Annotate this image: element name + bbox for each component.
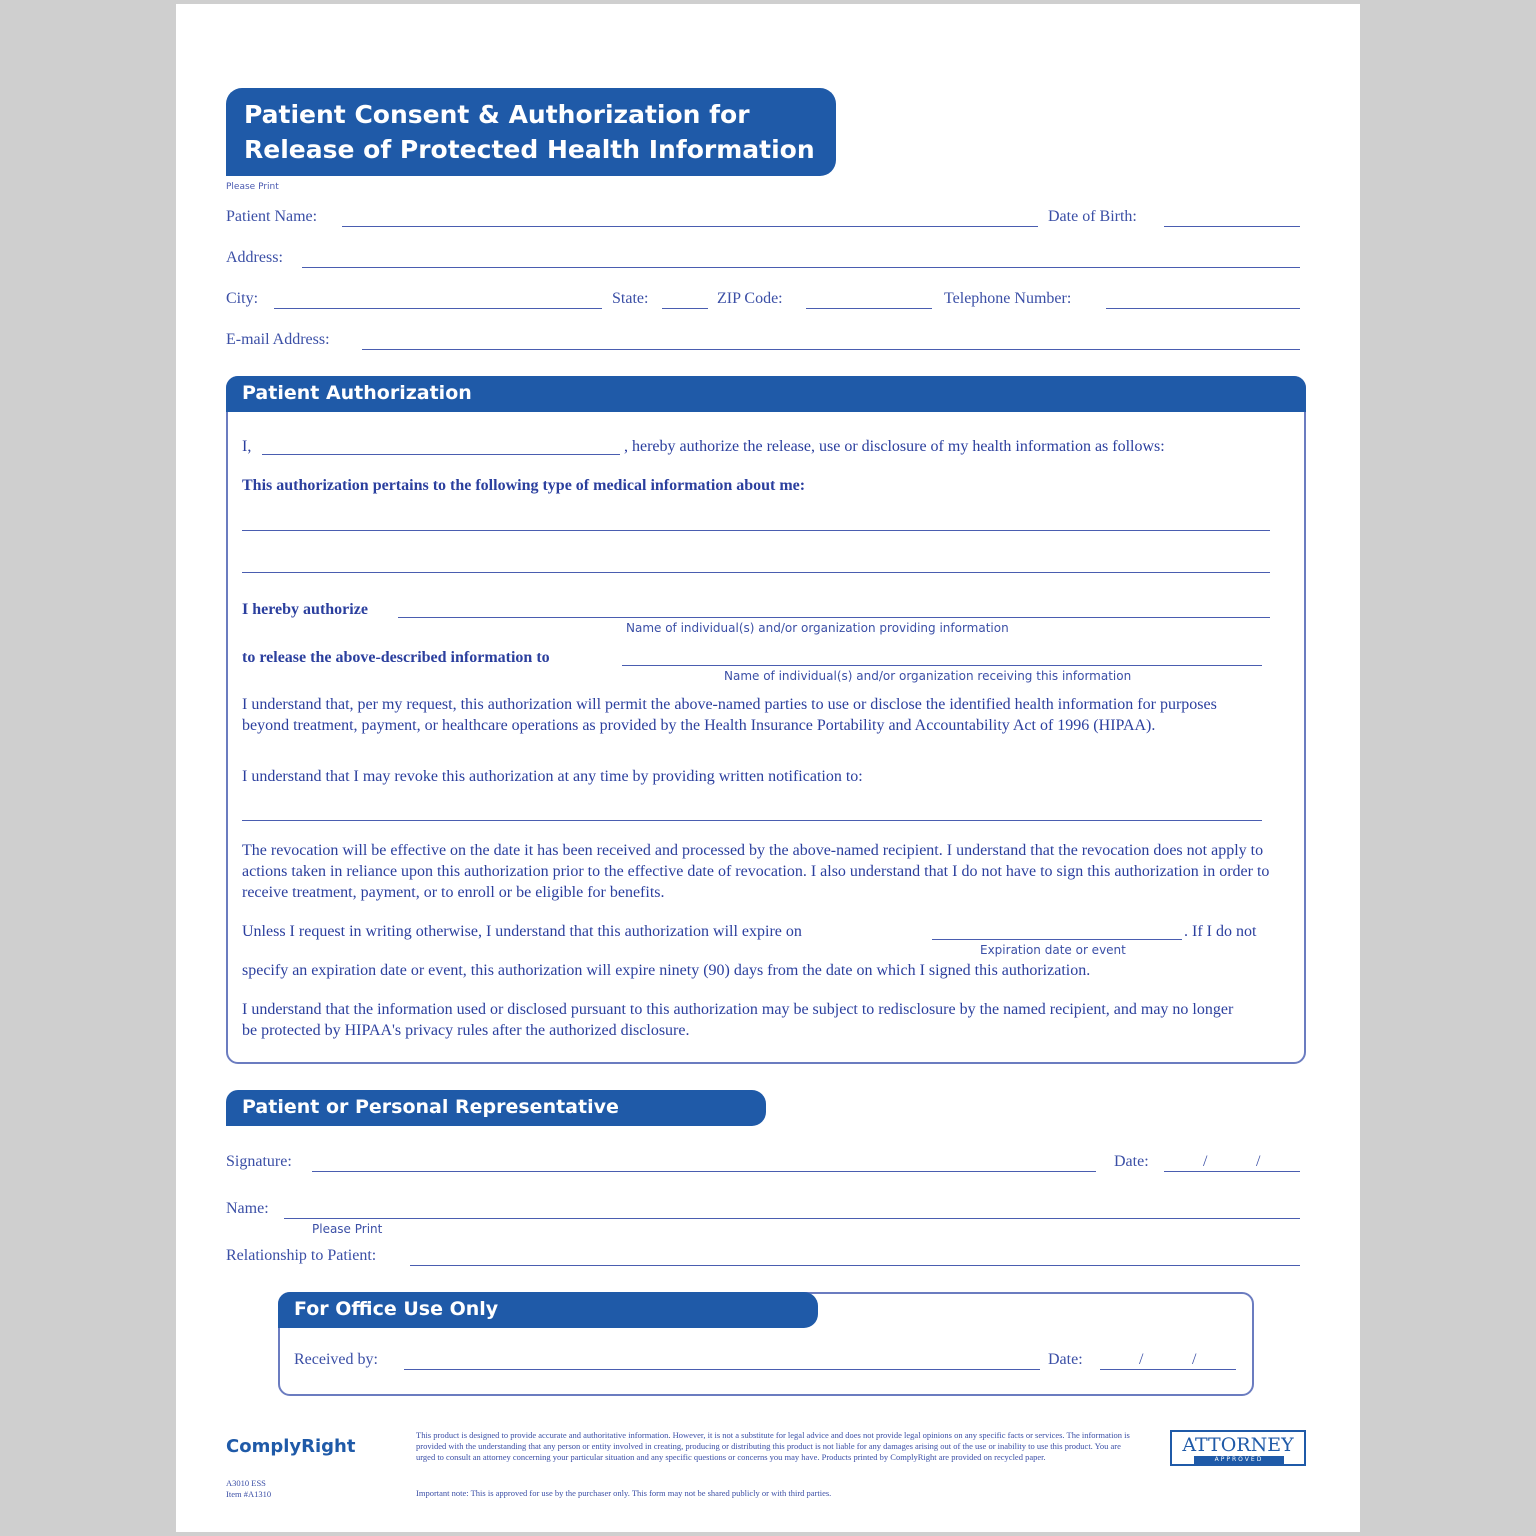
dob-label: Date of Birth: <box>1048 208 1137 225</box>
expiration-caption: Expiration date or event <box>980 943 1126 957</box>
name-field[interactable] <box>284 1218 1300 1219</box>
date-slash-2: / <box>1256 1153 1261 1170</box>
form-code-2: Item #A1310 <box>226 1489 272 1499</box>
please-print-note: Please Print <box>226 182 279 192</box>
city-label: City: <box>226 290 259 307</box>
revoke-text: I understand that I may revoke this authorization at any time by providing written notification to: <box>242 768 863 785</box>
relationship-label: Relationship to Patient: <box>226 1247 377 1264</box>
patient-name-field[interactable] <box>342 226 1038 227</box>
important-note: Important note: This is approved for use by the purchaser only. This form may not be shared publicly or with third parties. <box>416 1488 832 1498</box>
city-field[interactable] <box>274 308 602 309</box>
email-field[interactable] <box>362 349 1300 350</box>
zip-label: ZIP Code: <box>717 290 783 307</box>
hereby-authorize-label: I hereby authorize <box>242 601 368 618</box>
revocation-paragraph: The revocation will be effective on the date it has been received and processed by the above-named recipient. I understand that the revocation does not apply to actions taken in reliance upon this authorization prior to the effective date of revocation. I also understand that I do not have to sign this authorization in order to receive treatment, payment, or to enroll or be eligible for benefits. <box>242 842 1270 901</box>
authorize-release-text: , hereby authorize the release, use or disclosure of my health information as follows: <box>624 438 1165 455</box>
email-label: E-mail Address: <box>226 331 330 348</box>
pertains-text: This authorization pertains to the following type of medical information about me: <box>242 477 806 494</box>
legal-disclaimer: This product is designed to provide accurate and authoritative information. However, it is not a substitute for legal advice and does not provide legal opinions on any specific facts or services. The information is provided with the understanding that any person or entity involved in creating, producing or distributing this product is not liable for any damages arising out of the use or inability to use this product. You are urged to consult an attorney concerning your particular situation and any specific questions or concerns you may have. Products printed by ComplyRight are provided on recycled paper. <box>416 1430 1130 1462</box>
received-by-label: Received by: <box>294 1351 378 1368</box>
state-label: State: <box>612 290 649 307</box>
badge-top-text: ATTORNEY <box>1182 1434 1294 1456</box>
signature-date-label: Date: <box>1114 1153 1149 1170</box>
received-by-field[interactable] <box>404 1369 1040 1370</box>
office-date-field[interactable] <box>1100 1369 1236 1370</box>
expire-prefix-text: Unless I request in writing otherwise, I understand that this authorization will expire on <box>242 923 802 940</box>
expiration-field[interactable] <box>932 939 1182 940</box>
expire-line-2: specify an expiration date or event, this authorization will expire ninety (90) days from the date on which I signed this authorization. <box>242 962 1091 979</box>
attorney-approved-badge <box>1170 1430 1306 1466</box>
form-title-line2: Release of Protected Health Information <box>244 135 815 164</box>
medical-info-line-1[interactable] <box>242 530 1270 531</box>
address-field[interactable] <box>302 267 1300 268</box>
authorization-header: Patient Authorization <box>226 376 1306 412</box>
office-date-slash-2: / <box>1192 1351 1197 1368</box>
representative-header: Patient or Personal Representative <box>226 1090 766 1126</box>
office-date-slash-1: / <box>1139 1351 1144 1368</box>
form-sheet <box>176 4 1360 1532</box>
relationship-field[interactable] <box>410 1265 1300 1266</box>
phone-field[interactable] <box>1106 308 1300 309</box>
office-use-header: For Office Use Only <box>278 1292 818 1328</box>
zip-field[interactable] <box>806 308 932 309</box>
name-please-print: Please Print <box>312 1222 383 1236</box>
signature-label: Signature: <box>226 1153 292 1170</box>
badge-bottom-text: APPROVED <box>1194 1456 1284 1464</box>
provider-name-field[interactable] <box>398 617 1270 618</box>
patient-authorizer-field[interactable] <box>262 454 620 455</box>
redisclosure-paragraph: I understand that the information used or disclosed pursuant to this authorization may be subject to redisclosure by the named recipient, and may no longer be protected by HIPAA's privacy rules after the authorized disclosure. <box>242 1001 1234 1039</box>
expire-suffix-text: . If I do not <box>1184 923 1257 940</box>
form-title-banner <box>226 88 836 176</box>
date-slash-1: / <box>1203 1153 1208 1170</box>
office-date-label: Date: <box>1048 1351 1083 1368</box>
form-code-1: A3010 ESS <box>226 1478 266 1488</box>
release-to-label: to release the above-described information to <box>242 649 550 666</box>
name-label: Name: <box>226 1200 269 1217</box>
address-label: Address: <box>226 249 283 266</box>
provider-caption: Name of individual(s) and/or organization providing information <box>626 621 1009 635</box>
revocation-recipient-field[interactable] <box>242 820 1262 821</box>
i-label: I, <box>242 438 252 455</box>
patient-name-label: Patient Name: <box>226 208 318 225</box>
understand-paragraph: I understand that, per my request, this authorization will permit the above-named parties to use or disclose the identified health information for purposes beyond treatment, payment, or healthcare operations as provided by the Health Insurance Portability and Accountability Act of 1996 (HIPAA). <box>242 696 1217 734</box>
recipient-caption: Name of individual(s) and/or organization receiving this information <box>724 669 1132 683</box>
medical-info-line-2[interactable] <box>242 572 1270 573</box>
state-field[interactable] <box>662 308 708 309</box>
dob-field[interactable] <box>1164 226 1300 227</box>
signature-date-field[interactable] <box>1164 1171 1300 1172</box>
form-title-line1: Patient Consent & Authorization for <box>244 100 750 129</box>
signature-field[interactable] <box>312 1171 1096 1172</box>
phone-label: Telephone Number: <box>944 290 1072 307</box>
complyright-logo: ComplyRight <box>226 1436 356 1457</box>
recipient-name-field[interactable] <box>622 665 1262 666</box>
